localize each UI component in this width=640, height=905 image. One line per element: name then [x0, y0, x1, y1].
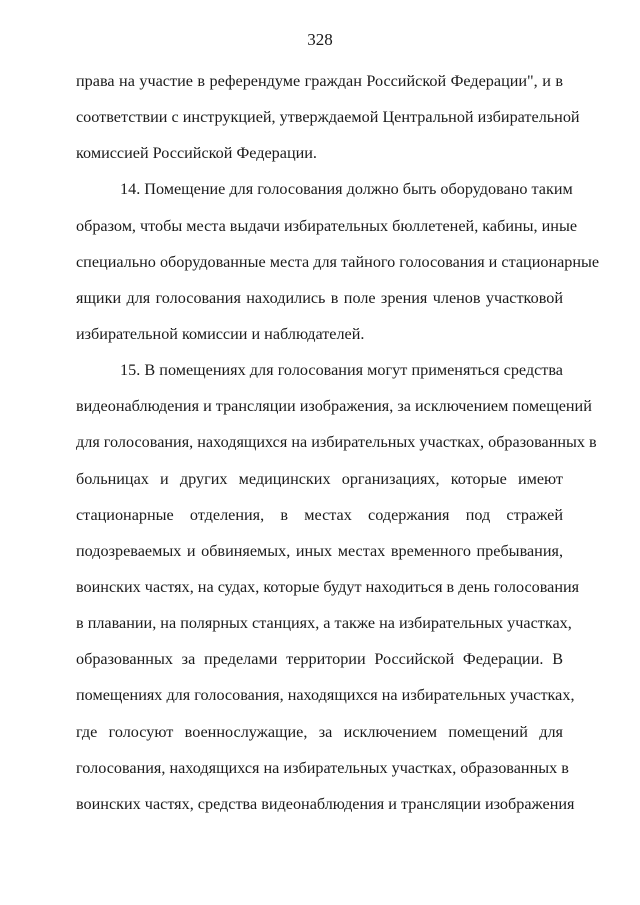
text-line: голосования, находящихся на избирательных участках, образованных в — [76, 758, 569, 777]
paragraph-item-15 — [76, 352, 597, 822]
text-line: ящики для голосования находились в поле зрения членов участковой — [76, 288, 563, 307]
text-line: в плавании, на полярных станциях, а также на избирательных участках, — [76, 614, 572, 633]
text-line: избирательной комиссии и наблюдателей. — [76, 324, 365, 343]
text-line: комиссией Российской Федерации. — [76, 144, 317, 163]
text-line: для голосования, находящихся на избирательных участках, образованных в — [76, 433, 597, 452]
page-number: 328 — [307, 30, 333, 49]
text-line: подозреваемых и обвиняемых, иных местах временного пребывания, — [76, 541, 563, 560]
text-line: 14. Помещение для голосования должно быть оборудовано таким — [120, 180, 573, 199]
text-line: права на участие в референдуме граждан Российской Федерации", и в — [76, 72, 563, 90]
text-line: воинских частях, средства видеонаблюдения и трансляции изображения — [76, 794, 575, 813]
paragraph — [76, 63, 580, 171]
text-line: стационарные отделения, в местах содержания под стражей — [76, 505, 563, 524]
text-line: помещениях для голосования, находящихся на избирательных участках, — [76, 686, 575, 705]
text-line: воинских частях, на судах, которые будут находиться в день голосования — [76, 577, 580, 596]
text-line: где голосуют военнослужащие, за исключением помещений для — [76, 722, 563, 741]
text-line: соответствии с инструкцией, утверждаемой Центральной избирательной — [76, 108, 580, 127]
text-line: больницах и других медицинских организациях, которые имеют — [76, 469, 563, 488]
text-line: 15. В помещениях для голосования могут применяться средства — [120, 361, 563, 380]
document-body — [76, 63, 600, 822]
text-line: образованных за пределами территории Российской Федерации. В — [76, 650, 563, 669]
paragraph-item-14 — [76, 171, 600, 352]
text-line: специально оборудованные места для тайного голосования и стационарные — [76, 252, 600, 271]
text-line: образом, чтобы места выдачи избирательных бюллетеней, кабины, иные — [76, 216, 578, 235]
text-line: видеонаблюдения и трансляции изображения, за исключением помещений — [76, 397, 592, 416]
